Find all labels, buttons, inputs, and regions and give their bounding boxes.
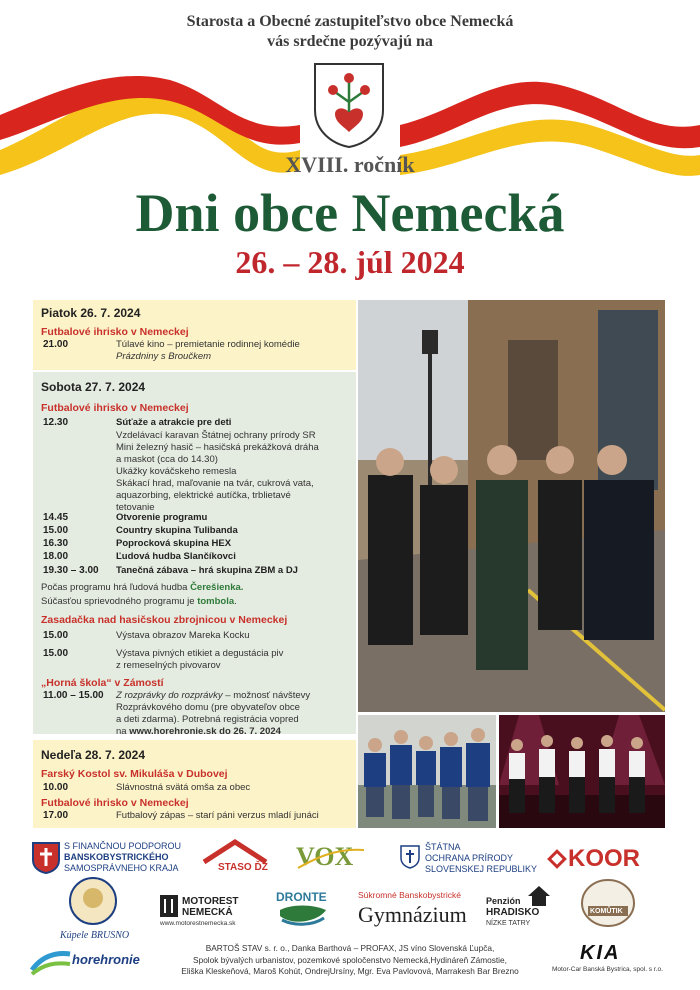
horehronie-text: horehronie (72, 952, 140, 967)
program-time: 17.00 (43, 810, 69, 821)
event-title: Dni obce Nemecká (135, 183, 565, 243)
band-photo (358, 300, 665, 712)
motorest-sponsor (182, 896, 238, 918)
event-dates: 26. – 28. júl 2024 (235, 244, 465, 280)
program-time: 15.00 (43, 648, 69, 659)
program-time: 15.00 (43, 630, 69, 641)
program-desc: Poprocková skupina HEX (116, 538, 232, 549)
fork-knife-icon (160, 895, 178, 917)
program-time: 14.45 (43, 512, 69, 523)
registration-link-line: na www.horehronie.sk do 26. 7. 2024 (116, 726, 281, 737)
invitation-line-2: vás srdečne pozývajú na (267, 33, 433, 50)
program-desc: Futbalový zápas – starí páni verzus mladí junáci (116, 810, 319, 821)
program-desc: Tanečná zábava – hrá skupina ZBM a DJ (116, 565, 298, 576)
program-time: 16.30 (43, 538, 69, 549)
venue-label: Zasadačka nad hasičskou zbrojnicou v Nemeckej (41, 614, 288, 626)
program-desc: Súťaže a atrakcie pre deti (116, 417, 232, 428)
program-desc: Ľudová hudba Slančíkovci (116, 551, 236, 562)
komutik-logo-icon (580, 878, 636, 928)
program-time: 18.00 (43, 551, 69, 562)
kupele-brusno-logo-icon (66, 876, 120, 926)
program-desc: Výstava obrazov Mareka Kocku (116, 630, 250, 641)
program-desc: Country skupina Tulibanda (116, 525, 238, 536)
sponsor-text: OCHRANA PRÍRODY (425, 853, 514, 863)
house-icon (526, 884, 552, 908)
program-time: 19.30 – 3.00 (43, 565, 99, 576)
saturday-panel (33, 372, 356, 734)
program-desc-line: Vzdelávací karavan Štátnej ochrany prírody SR (116, 430, 316, 441)
day-heading: Piatok 26. 7. 2024 (41, 306, 141, 320)
program-desc: Z rozprávky do rozprávky – možnosť návštevy (116, 690, 311, 701)
program-desc-line: z remeselných pivovarov (116, 660, 221, 671)
program-desc: Výstava pivných etikiet a degustácia piv (116, 648, 284, 659)
program-desc-detail: Prázdniny s Broučkem (116, 351, 212, 362)
bbsk-crest-icon (32, 842, 60, 874)
program-desc-line: a deti zdarma). Potrebná registrácia vopred (116, 714, 299, 725)
sponsor-text: MOTOREST (182, 896, 239, 907)
motorest-url: www.motorestnemecka.sk (160, 920, 236, 927)
venue-label: Futbalové ihrisko v Nemeckej (41, 797, 189, 809)
friday-panel (33, 300, 356, 370)
dronte-wave-icon (278, 904, 328, 928)
sponsor-text: SAMOSPRÁVNEHO KRAJA (64, 863, 179, 873)
vox-swoosh-icon (296, 838, 366, 874)
program-desc-line: Ukážky kováčskeho remesla (116, 466, 237, 477)
day-heading: Sobota 27. 7. 2024 (41, 380, 146, 394)
footer-line: Eliška Kleskeňová, Maroš Kohút, OndrejUrsíny, Mgr. Eva Pavlovová, Marrakesh Bar Brezno (181, 966, 519, 976)
program-desc-line: Skákací hrad, maľovanie na tvár, cukrová vata, (116, 478, 314, 489)
program-desc-line: Rozprávkového domu (pre obyvateľov obce (116, 702, 300, 713)
dronte-logo: DRONTE (276, 890, 327, 904)
footer-line: Spolok bývalých urbanistov, pozemkové spoločenstvo Nemecká,Hydináreň Zámostie, (193, 954, 507, 965)
koor-diamond-icon (547, 849, 567, 869)
gymnazium-subtitle: Súkromné Banskobystrické (358, 890, 461, 900)
sponsor-text: ŠTÁTNA (425, 842, 461, 852)
kia-dealer-text: Motor-Car Banská Bystrica, spol. s r.o. (552, 966, 663, 973)
sponsor-text: NÍZKE TATRY (486, 920, 531, 927)
program-time: 21.00 (43, 339, 69, 350)
komutik-text: KOMŮTIK (590, 908, 623, 915)
program-desc-line: tetovanie (116, 502, 155, 513)
venue-label: Farský Kostol sv. Mikuláša v Dubovej (41, 768, 228, 780)
vox-logo: VOX (296, 842, 354, 871)
sponsor-text: HRADISKO (486, 907, 540, 918)
kupele-brusno-text: Kúpele BRUSNO (60, 930, 130, 941)
program-time: 10.00 (43, 782, 69, 793)
program-note: Súčasťou sprievodného programu je tombola. (41, 596, 237, 607)
sponsor-text: Penzión (486, 896, 521, 906)
venue-label: Futbalové ihrisko v Nemeckej (41, 326, 189, 338)
program-desc-line: a maskot (cca do 14.30) (116, 454, 218, 465)
staso-sponsor: STASO ĎZ (218, 862, 268, 873)
day-heading: Nedeľa 28. 7. 2024 (41, 748, 146, 762)
sponsor-text: BANSKOBYSTRICKÉHO (64, 852, 169, 862)
sponsor-text: SLOVENSKEJ REPUBLIKY (425, 864, 538, 874)
sop-crest-icon (400, 845, 420, 869)
program-time: 11.00 – 15.00 (43, 690, 104, 701)
program-desc: Túlavé kino – premietanie rodinnej komédie (116, 339, 300, 350)
footer-sponsors-list (150, 943, 550, 978)
koor-logo: KOOR (550, 845, 640, 873)
band-photo-blue-shirts (358, 715, 496, 828)
program-time: 15.00 (43, 525, 69, 536)
kia-logo: KIA (580, 942, 621, 964)
program-time: 12.30 (43, 417, 69, 428)
venue-label: „Horná škola“ v Zámostí (41, 677, 164, 689)
program-desc-line: Mini železný hasič – hasičská prekážková dráha (116, 442, 319, 453)
sop-sponsor (425, 842, 537, 875)
program-desc: Otvorenie programu (116, 512, 208, 523)
gymnazium-logo: Gymnázium (358, 902, 467, 927)
band-photo-stage (499, 715, 665, 828)
invitation-line-1: Starosta a Obecné zastupiteľstvo obce Nemecká (186, 13, 514, 30)
sponsor-text: S FINANČNOU PODPOROU (64, 841, 182, 851)
sponsor-text: NEMECKÁ (182, 907, 233, 918)
horehronie-logo-icon (30, 948, 72, 976)
footer-line: BARTOŠ STAV s. r. o., Danka Barthová – PROFAX, JS víno Slovenská Ľupča, (205, 943, 495, 953)
edition-label: XVIII. ročník (285, 152, 415, 177)
coat-of-arms-icon (313, 62, 385, 148)
program-desc: Slávnostná svätá omša za obec (116, 782, 251, 793)
bbsk-sponsor (64, 841, 181, 874)
program-desc-line: aquazorbing, elektrické autíčka, trblietavé (116, 490, 291, 501)
sunday-panel (33, 740, 356, 828)
venue-label: Futbalové ihrisko v Nemeckej (41, 402, 189, 414)
program-note: Počas programu hrá ľudová hudba Čerešienka. (41, 582, 244, 593)
